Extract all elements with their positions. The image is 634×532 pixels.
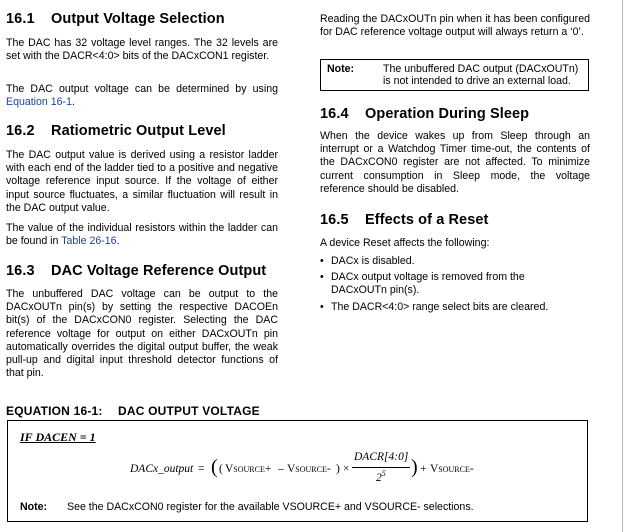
paragraph-text: The value of the individual resistors within the ladder can be found in xyxy=(6,222,278,248)
section-number: 16.2 xyxy=(6,123,35,139)
paragraph-end: . xyxy=(71,96,75,109)
list-item xyxy=(320,255,550,268)
list-item xyxy=(320,301,550,314)
section-16-4-paragraph-1: When the device wakes up from Sleep through an interrupt or a Watchdog Timer time-out, the contents of the DACxCON0 register are not affected. To minimize current consumption in Sleep mode, the voltage reference should be disabled. xyxy=(320,130,590,195)
section-number: 16.5 xyxy=(320,212,349,228)
section-title: Output Voltage Selection xyxy=(51,11,225,27)
equation-title: DAC OUTPUT VOLTAGE xyxy=(118,404,260,418)
equation-lhs: DACx_output xyxy=(130,463,194,475)
note-text: The unbuffered DAC output (DACxOUTn) is not intended to drive an external load. xyxy=(383,63,579,88)
section-16-2-paragraph-2 xyxy=(6,222,278,248)
paragraph-text: The DAC output voltage can be determined by using xyxy=(6,83,278,95)
section-16-2-heading xyxy=(6,123,226,139)
table-26-16-link[interactable]: Table 26-16 xyxy=(61,235,117,248)
note-box xyxy=(320,59,589,91)
section-title: DAC Voltage Reference Output xyxy=(51,263,267,279)
vsource-plus: Vsource+ xyxy=(225,463,272,475)
list-item-text: The DACR<4:0> range select bits are cleared. xyxy=(331,300,549,313)
list-item-text: DACx output voltage is removed from the DACxOUTn pin(s). xyxy=(331,271,525,297)
section-16-3-heading xyxy=(6,263,266,279)
section-title: Operation During Sleep xyxy=(365,106,530,122)
equation-label: EQUATION 16-1: xyxy=(6,404,103,418)
vsource-minus-2: Vsource- xyxy=(430,463,474,475)
bullet: • xyxy=(320,271,324,284)
section-16-3-paragraph-1: The unbuffered DAC voltage can be output to the DACxOUTn pin(s) by setting the respective DACOEn bit(s) of the DACxCON0 register. Selecting the DAC reference voltage for output on either DACxOUTn pin automatically overrides the digital output buffer, the weak pull-up and digital input threshold detector functions of that pin. xyxy=(6,288,278,380)
times-sign: × xyxy=(343,463,350,475)
equation-note xyxy=(20,501,474,513)
note-text: See the DACxCON0 register for the available VSOURCE+ and VSOURCE- selections. xyxy=(67,501,474,513)
section-number: 16.3 xyxy=(6,263,35,279)
fraction-bar xyxy=(352,467,410,468)
section-16-4-heading xyxy=(320,106,529,122)
paragraph-end: . xyxy=(116,235,120,248)
open-paren: ( xyxy=(211,456,218,478)
fraction-denominator xyxy=(376,469,386,484)
section-16-1-paragraph-2 xyxy=(6,83,278,109)
denominator-exponent: 5 xyxy=(381,469,386,478)
equation-heading xyxy=(6,404,260,418)
section-16-5-paragraph-1: A device Reset affects the following: xyxy=(320,237,490,249)
fraction-numerator: DACR[4:0] xyxy=(354,451,409,463)
section-16-2-paragraph-1: The DAC output value is derived using a resistor ladder with each end of the ladder tied to a positive and negative voltage reference input source. If the voltage of either input source fluctuates, a similar fluctuation will result in the DAC output value. xyxy=(6,149,278,214)
section-number: 16.4 xyxy=(320,106,349,122)
page-edge-rule xyxy=(622,0,623,532)
section-title: Ratiometric Output Level xyxy=(51,123,226,139)
equation-box xyxy=(7,420,588,522)
section-title: Effects of a Reset xyxy=(365,212,489,228)
section-16-1-paragraph-1: The DAC has 32 voltage level ranges. The 32 levels are set with the DACR<4:0> bits of the DACxCON1 register. xyxy=(6,37,278,63)
note-label: Note: xyxy=(20,501,48,513)
list-item xyxy=(320,271,550,297)
close-paren-outer: ) xyxy=(411,456,418,478)
equation-16-1-link[interactable]: Equation 16-1 xyxy=(6,96,72,109)
section-16-5-heading xyxy=(320,212,488,228)
plus-sign: + xyxy=(420,463,427,475)
bullet: • xyxy=(320,255,324,267)
equation-condition: IF DACEN = 1 xyxy=(20,430,96,444)
reset-effects-list xyxy=(320,255,550,314)
denominator-base: 2 xyxy=(376,471,382,484)
section-number: 16.1 xyxy=(6,11,35,27)
note-label: Note: xyxy=(327,63,355,75)
bullet: • xyxy=(320,300,324,313)
close-paren: ) xyxy=(336,463,340,475)
reading-pin-paragraph: Reading the DACxOUTn pin when it has been configured for DAC reference voltage output will always return a ‘0’. xyxy=(320,13,590,39)
list-item-text: DACx is disabled. xyxy=(331,255,415,267)
vsource-minus: Vsource- xyxy=(287,463,331,475)
equals-sign: = xyxy=(198,463,205,475)
minus-sign: – xyxy=(278,463,284,475)
section-16-1-heading xyxy=(6,11,225,27)
open-paren-inner: ( xyxy=(219,463,223,475)
